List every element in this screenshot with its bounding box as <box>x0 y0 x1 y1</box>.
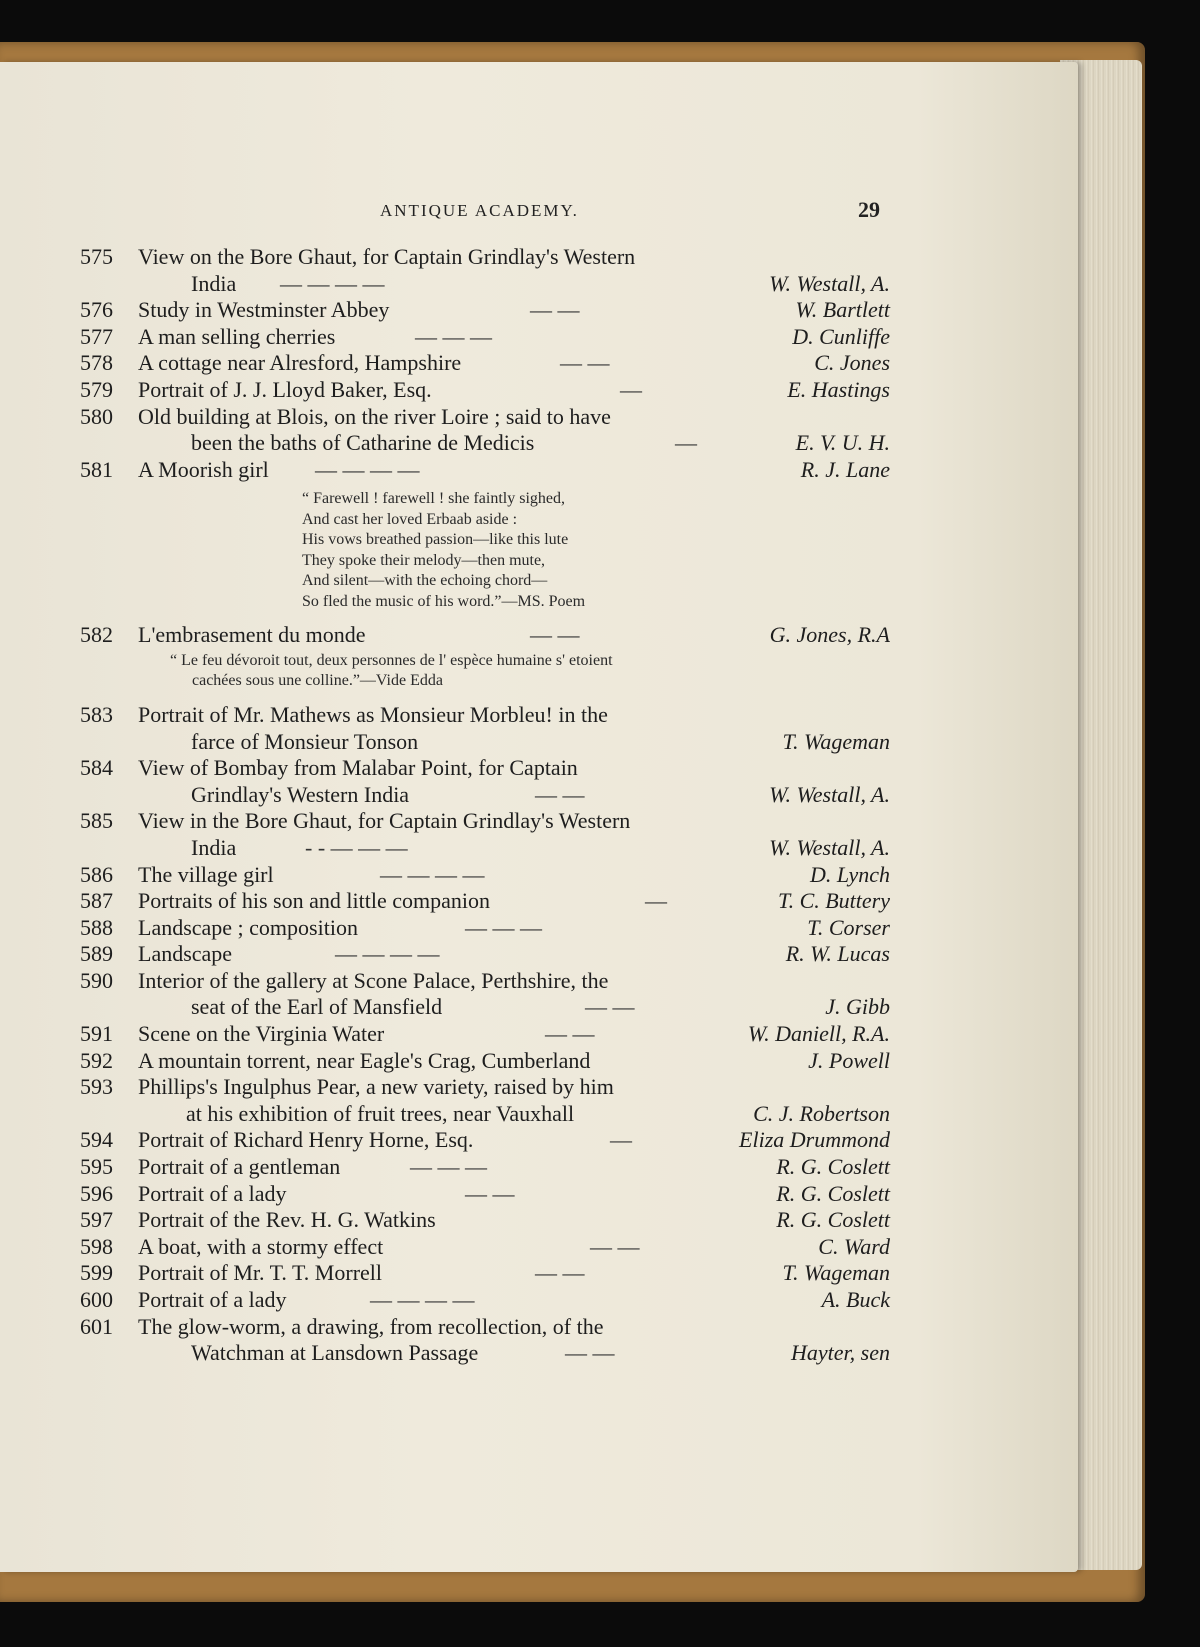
entry-title: India <box>191 270 237 296</box>
entry-title: Phillips's Ingulphus Pear, a new variety, raised by him <box>138 1074 614 1100</box>
dash-leader: — <box>620 376 642 402</box>
dash-leader: — — <box>530 297 580 323</box>
entry-artist: W. Westall, A. <box>769 834 890 860</box>
quote-line: And silent—with the echoing chord— <box>302 572 548 590</box>
dash-leader: — — <box>535 1260 585 1286</box>
entry-number: 580 <box>80 403 113 429</box>
quote-line: They spoke their melody—then mute, <box>302 551 546 569</box>
entry-artist: W. Daniell, R.A. <box>747 1021 890 1047</box>
entry-number: 589 <box>80 941 113 967</box>
catalogue-entry <box>80 808 890 861</box>
entry-title: Portrait of Richard Henry Horne, Esq. <box>138 1127 474 1153</box>
entry-title: Portraits of his son and little companion <box>138 888 490 914</box>
entry-number: 590 <box>80 967 113 993</box>
dash-leader: — — <box>465 1180 515 1206</box>
poem-quotation <box>80 489 890 612</box>
entry-artist: T. Wageman <box>782 1260 890 1286</box>
entry-artist: J. Gibb <box>825 994 890 1020</box>
catalogue-entry <box>80 1021 890 1048</box>
dash-leader: — — — — <box>280 270 385 296</box>
entry-artist: A. Buck <box>821 1287 890 1312</box>
catalogue-entry <box>80 244 890 297</box>
entry-number: 576 <box>80 297 113 323</box>
quote-line: His vows breathed passion—like this lute <box>302 531 569 549</box>
catalogue-entry <box>80 1207 890 1234</box>
entry-title: The glow-worm, a drawing, from recollection, of the <box>138 1313 604 1339</box>
quote-line: cachées sous une colline.”—Vide Edda <box>192 672 443 690</box>
entry-artist: G. Jones, R.A <box>769 622 890 648</box>
catalogue-entry <box>80 377 890 404</box>
catalogue-entry <box>80 755 890 808</box>
entry-number: 593 <box>80 1074 113 1100</box>
entry-number: 584 <box>80 755 113 781</box>
entry-title: A boat, with a stormy effect <box>138 1233 384 1259</box>
catalogue-entry <box>80 1074 890 1127</box>
entry-number: 588 <box>80 914 113 940</box>
catalogue-entry <box>80 1260 890 1287</box>
entry-number: 585 <box>80 808 113 834</box>
entry-number: 596 <box>80 1180 113 1206</box>
catalogue-entry <box>80 350 890 377</box>
entry-number: 598 <box>80 1233 113 1259</box>
entry-artist: E. V. U. H. <box>795 430 890 456</box>
entry-artist: C. Jones <box>814 350 890 376</box>
entry-title: Landscape <box>138 941 233 967</box>
entry-title: India <box>191 834 237 860</box>
entry-number: 597 <box>80 1207 113 1233</box>
quote-line: And cast her loved Erbaab aside : <box>302 510 518 528</box>
entry-artist: R. G. Coslett <box>776 1207 890 1233</box>
dash-leader: — — — — <box>315 456 420 482</box>
catalogue-entry <box>80 915 890 942</box>
entry-number: 601 <box>80 1313 113 1339</box>
entry-number: 577 <box>80 323 113 349</box>
catalogue-entries <box>80 244 890 1367</box>
entry-title: Portrait of J. J. Lloyd Baker, Esq. <box>138 376 432 402</box>
entry-title: Portrait of Mr. Mathews as Monsieur Morbleu! in the <box>138 701 608 727</box>
entry-artist: D. Lynch <box>810 861 890 887</box>
entry-title: Scene on the Virginia Water <box>138 1021 385 1047</box>
entry-title: at his exhibition of fruit trees, near Vauxhall <box>186 1100 575 1126</box>
entry-number: 599 <box>80 1260 113 1286</box>
dash-leader: — — <box>545 1021 595 1047</box>
dash-leader: — — — <box>415 323 492 349</box>
dash-leader: — — <box>535 781 585 807</box>
entry-number: 586 <box>80 861 113 887</box>
entry-artist: T. Corser <box>807 914 890 940</box>
catalogue-entry <box>80 1127 890 1154</box>
entry-artist: W. Westall, A. <box>769 781 890 807</box>
entry-artist: R. W. Lucas <box>785 941 890 967</box>
dash-leader: — — — <box>465 914 542 940</box>
entry-number: 587 <box>80 888 113 914</box>
dash-leader: — — — <box>410 1154 487 1180</box>
entry-number: 578 <box>80 350 113 376</box>
catalogue-entry <box>80 1048 890 1075</box>
catalogue-entry <box>80 1234 890 1261</box>
catalogue-entry <box>80 862 890 889</box>
entry-title: Portrait of Mr. T. T. Morrell <box>138 1260 383 1286</box>
entry-artist: E. Hastings <box>787 376 890 402</box>
catalogue-entry <box>80 457 890 484</box>
entry-number: 575 <box>80 244 113 269</box>
catalogue-entry <box>80 404 890 457</box>
catalogue-entry <box>80 324 890 351</box>
quote-line: “ Le feu dévoroit tout, deux personnes de l' espèce humaine s' etoient <box>170 651 613 669</box>
entry-title: seat of the Earl of Mansfield <box>191 994 443 1020</box>
entry-number: 595 <box>80 1154 113 1180</box>
entry-artist: W. Westall, A. <box>769 270 890 296</box>
entry-number: 591 <box>80 1021 113 1047</box>
dash-leader: — — <box>530 622 580 648</box>
entry-artist: R. J. Lane <box>800 456 890 482</box>
entry-artist: D. Cunliffe <box>792 323 890 349</box>
running-title: ANTIQUE ACADEMY. <box>380 201 579 220</box>
quote-line: “ Farewell ! farewell ! she faintly sighed, <box>302 490 566 508</box>
entry-artist: T. Wageman <box>782 728 890 754</box>
entry-title: A Moorish girl <box>138 456 269 482</box>
catalogue-entry <box>80 1287 890 1314</box>
entry-title: farce of Monsieur Tonson <box>191 728 419 754</box>
entry-artist: Hayter, sen <box>791 1340 890 1366</box>
dash-leader: — <box>645 888 667 914</box>
entry-title: A mountain torrent, near Eagle's Crag, Cumberland <box>138 1047 591 1073</box>
entry-title: Study in Westminster Abbey <box>138 297 390 323</box>
dash-leader: — <box>675 430 697 456</box>
entry-title: View on the Bore Ghaut, for Captain Grindlay's Western <box>138 244 636 269</box>
dash-leader: — <box>610 1127 632 1153</box>
entry-title: been the baths of Catharine de Medicis <box>191 430 535 456</box>
entry-number: 592 <box>80 1047 113 1073</box>
entry-number: 579 <box>80 376 113 402</box>
entry-artist: T. C. Buttery <box>777 888 890 914</box>
entry-artist: Eliza Drummond <box>739 1127 890 1153</box>
catalogue-entry <box>80 1314 890 1367</box>
entry-title: A cottage near Alresford, Hampshire <box>138 350 462 376</box>
entry-artist: C. J. Robertson <box>753 1100 890 1126</box>
entry-artist: W. Bartlett <box>795 297 890 323</box>
catalogue-entry <box>80 1154 890 1181</box>
entry-title: Old building at Blois, on the river Loire ; said to have <box>138 403 611 429</box>
dash-leader: — — <box>560 350 610 376</box>
dash-leader: — — <box>565 1340 615 1366</box>
entry-number: 581 <box>80 456 113 482</box>
entry-number: 583 <box>80 701 113 727</box>
entry-title: Landscape ; composition <box>138 914 358 940</box>
entry-artist: R. G. Coslett <box>776 1180 890 1206</box>
entry-title: The village girl <box>138 861 274 887</box>
catalogue-entry <box>80 888 890 915</box>
entry-title: A man selling cherries <box>138 323 336 349</box>
quote-line: So fled the music of his word.”—MS. Poem <box>302 592 586 610</box>
entry-number: 600 <box>80 1287 113 1312</box>
entry-title: Portrait of a gentleman <box>138 1154 341 1180</box>
entry-title: Portrait of the Rev. H. G. Watkins <box>138 1207 436 1233</box>
entry-title: Portrait of a lady <box>138 1180 287 1206</box>
entry-title: Interior of the gallery at Scone Palace, Perthshire, the <box>138 967 609 993</box>
catalogue-entry <box>80 622 890 649</box>
entry-title: Watchman at Lansdown Passage <box>191 1340 479 1366</box>
entry-artist: J. Powell <box>808 1047 890 1073</box>
entry-title: Grindlay's Western India <box>191 781 410 807</box>
entry-number: 582 <box>80 622 113 648</box>
entry-title: L'embrasement du monde <box>138 622 366 648</box>
entry-title: View of Bombay from Malabar Point, for Captain <box>138 755 578 781</box>
entry-artist: C. Ward <box>818 1233 890 1259</box>
dash-leader: — — <box>585 994 635 1020</box>
dash-leader: — — — — <box>370 1287 475 1312</box>
dash-leader: — — — — <box>335 941 440 967</box>
running-head <box>80 197 890 227</box>
catalogue-entry <box>80 702 890 755</box>
catalogue-entry <box>80 968 890 1021</box>
prose-quotation <box>80 651 890 692</box>
dash-leader: - - — — — <box>305 834 408 860</box>
catalogue-entry <box>80 297 890 324</box>
entry-title: View in the Bore Ghaut, for Captain Grindlay's Western <box>138 808 631 834</box>
catalogue-entry <box>80 1181 890 1208</box>
page-number: 29 <box>858 197 880 222</box>
entry-title: Portrait of a lady <box>138 1287 287 1312</box>
entry-number: 594 <box>80 1127 113 1153</box>
entry-artist: R. G. Coslett <box>776 1154 890 1180</box>
catalogue-entry <box>80 941 890 968</box>
dash-leader: — — — — <box>380 861 485 887</box>
dash-leader: — — <box>590 1233 640 1259</box>
